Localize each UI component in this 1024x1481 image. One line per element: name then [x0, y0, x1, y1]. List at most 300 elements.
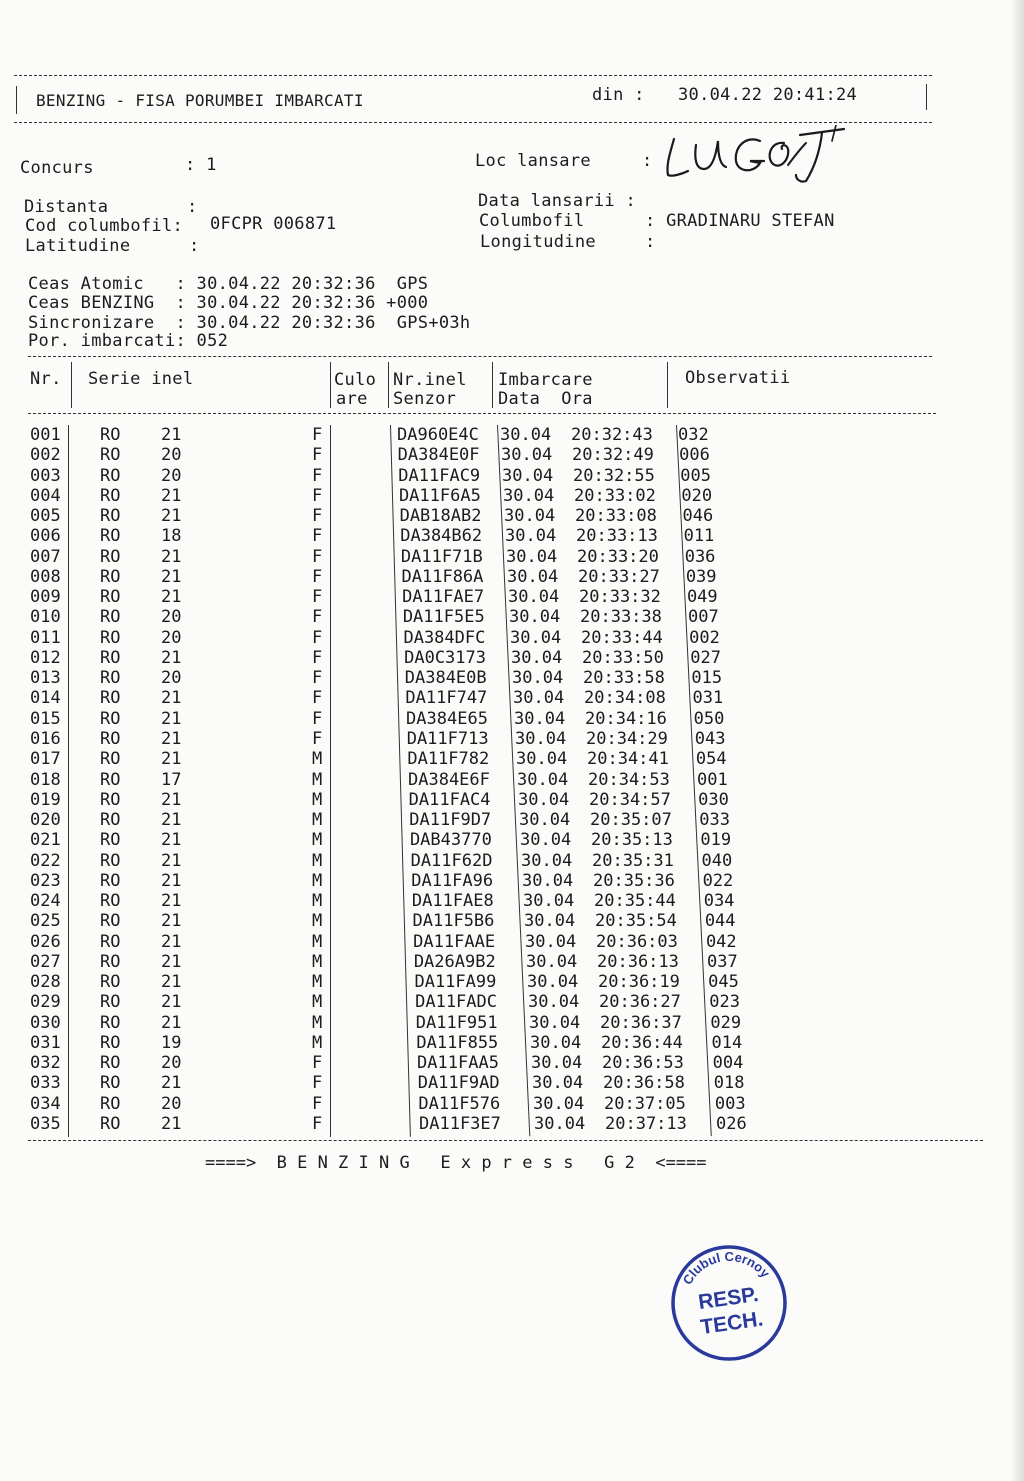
row-data: 30.04: [522, 870, 574, 891]
row-sex: M: [312, 810, 323, 831]
row-nr: 027: [30, 951, 61, 972]
longitudine-value: :: [645, 232, 656, 252]
row-nr: 012: [30, 647, 61, 668]
row-senzor: DA11F71B: [400, 546, 483, 567]
row-an: 21: [161, 789, 182, 810]
row-tara: RO: [100, 789, 121, 810]
row-senzor: DA11F5E5: [402, 607, 485, 628]
row-ora: 20:33:20: [577, 546, 659, 567]
row-an: 20: [161, 627, 182, 648]
row-sex: M: [312, 789, 323, 810]
row-senzor: DA11F951: [415, 1012, 498, 1033]
row-obs: 030: [698, 789, 729, 810]
row-senzor: DA11F855: [416, 1032, 499, 1053]
header-left-bar: [16, 86, 17, 114]
row-an: 21: [161, 688, 182, 709]
row-ora: 20:33:58: [583, 668, 665, 689]
row-data: 30.04: [534, 1114, 586, 1134]
row-obs: 044: [704, 911, 736, 932]
row-data: 30.04: [508, 587, 560, 608]
row-ora: 20:33:13: [576, 526, 658, 547]
row-an: 20: [161, 445, 182, 466]
handwritten-lugoj: [660, 125, 850, 185]
row-obs: 006: [679, 445, 710, 466]
row-nr: 002: [30, 445, 61, 466]
longitudine-label: Longitudine: [480, 232, 596, 252]
row-sex: F: [312, 668, 323, 689]
latitudine-value: :: [189, 236, 200, 256]
row-an: 18: [161, 526, 182, 547]
row-data: 30.04: [525, 931, 577, 952]
row-nr: 010: [30, 607, 61, 628]
row-ora: 20:36:44: [601, 1032, 683, 1053]
row-ora: 20:35:31: [592, 850, 674, 871]
row-an: 21: [161, 506, 182, 527]
row-tara: RO: [100, 445, 121, 466]
row-data: 30.04: [518, 789, 570, 810]
row-senzor: DA11FAC9: [398, 465, 481, 486]
row-tara: RO: [100, 668, 121, 689]
row-senzor: DAB18AB2: [399, 506, 482, 527]
row-nr: 034: [30, 1093, 61, 1114]
row-an: 21: [161, 830, 182, 851]
row-an: 20: [161, 668, 182, 689]
row-an: 21: [161, 749, 182, 770]
row-an: 19: [161, 1032, 182, 1053]
row-data: 30.04: [528, 992, 580, 1013]
row-tara: RO: [100, 526, 121, 547]
col-header-nrinel-1: Nr.inel: [393, 370, 467, 390]
row-sex: F: [312, 546, 323, 567]
row-sex: F: [312, 688, 323, 709]
row-data: 30.04: [507, 566, 559, 587]
row-obs: 018: [713, 1073, 745, 1094]
row-tara: RO: [100, 931, 121, 952]
row-senzor: DA11F576: [418, 1093, 501, 1114]
row-senzor: DA11F86A: [401, 566, 484, 587]
row-sex: F: [312, 445, 323, 466]
footer-benzing-express: ====> B E N Z I N G E x p r e s s G 2 <====: [205, 1153, 707, 1173]
row-ora: 20:36:37: [600, 1012, 682, 1033]
row-sex: M: [312, 870, 323, 891]
row-nr: 026: [30, 931, 61, 952]
row-data: 30.04: [511, 647, 563, 668]
row-sex: F: [312, 1073, 323, 1094]
row-sex: M: [312, 951, 323, 972]
row-sex: M: [312, 992, 323, 1013]
row-sex: M: [312, 931, 323, 952]
row-obs: 032: [678, 425, 709, 445]
row-an: 21: [161, 931, 182, 952]
row-sex: M: [312, 972, 323, 993]
row-an: 21: [161, 911, 182, 932]
row-ora: 20:37:13: [605, 1114, 687, 1134]
row-an: 20: [161, 1053, 182, 1074]
row-data: 30.04: [532, 1073, 584, 1094]
row-obs: 036: [684, 546, 716, 567]
row-senzor: DA26A9B2: [413, 951, 496, 972]
row-tara: RO: [100, 688, 121, 709]
row-an: 21: [161, 708, 182, 729]
cod-columbofil-value: 0FCPR 006871: [210, 214, 337, 234]
row-ora: 20:33:38: [580, 607, 662, 628]
row-tara: RO: [100, 546, 121, 567]
row-tara: RO: [100, 992, 121, 1013]
row-senzor: DA11FAE8: [411, 891, 494, 912]
row-data: 30.04: [519, 810, 571, 831]
row-senzor: DA384E0F: [397, 445, 480, 466]
row-an: 21: [161, 728, 182, 749]
row-nr: 022: [30, 850, 61, 871]
row-an: 21: [161, 485, 182, 506]
row-data: 30.04: [513, 688, 565, 709]
row-nr: 024: [30, 891, 61, 912]
concurs-value: : 1: [185, 155, 217, 175]
row-nr: 019: [30, 789, 61, 810]
row-obs: 037: [707, 951, 738, 972]
row-obs: 027: [690, 647, 721, 668]
row-ora: 20:33:02: [574, 485, 656, 506]
row-an: 20: [161, 607, 182, 628]
row-ora: 20:33:08: [575, 506, 657, 527]
row-an: 21: [161, 992, 182, 1013]
row-senzor: DA11FA99: [414, 972, 497, 993]
row-data: 30.04: [517, 769, 569, 790]
row-nr: 001: [30, 425, 61, 445]
table-header-bottom-rule: [28, 413, 936, 414]
row-senzor: DAB43770: [409, 830, 492, 851]
row-data: 30.04: [510, 627, 562, 648]
row-tara: RO: [100, 850, 121, 871]
row-ora: 20:34:08: [584, 688, 666, 709]
row-data: 30.04: [524, 911, 576, 932]
row-tara: RO: [100, 506, 121, 527]
row-senzor: DA0C3173: [404, 647, 486, 668]
row-nr: 014: [30, 688, 61, 709]
row-data: 30.04: [502, 465, 554, 486]
row-obs: 045: [708, 972, 739, 993]
row-obs: 046: [682, 506, 714, 527]
row-senzor: DA11F62D: [410, 850, 493, 871]
row-data: 30.04: [515, 728, 567, 749]
row-senzor: DA11F3E7: [419, 1114, 501, 1134]
row-tara: RO: [100, 1012, 121, 1033]
stamp-line2: TECH.: [699, 1307, 765, 1340]
row-senzor: DA11F9AD: [417, 1073, 500, 1094]
row-data: 30.04: [500, 425, 552, 445]
row-an: 21: [161, 810, 182, 831]
row-data: 30.04: [509, 607, 561, 628]
cod-columbofil-label: Cod columbofil:: [25, 216, 184, 236]
row-senzor: DA384E65: [406, 708, 488, 729]
data-lansarii-label: Data lansarii :: [478, 191, 637, 211]
row-an: 21: [161, 972, 182, 993]
row-data: 30.04: [520, 830, 572, 851]
row-tara: RO: [100, 810, 121, 831]
header-din-value: 30.04.22 20:41:24: [678, 85, 858, 105]
row-tara: RO: [100, 587, 121, 608]
hdr-sep-3: [388, 362, 389, 408]
header-top-rule: [14, 75, 932, 76]
row-sex: M: [312, 830, 323, 851]
row-tara: RO: [100, 1073, 121, 1094]
row-tara: RO: [100, 1032, 121, 1053]
row-senzor: DA11FADC: [415, 992, 497, 1013]
table-bottom-rule: [28, 1140, 983, 1141]
row-obs: 001: [697, 769, 728, 790]
row-nr: 007: [30, 546, 61, 567]
row-data: 30.04: [501, 445, 553, 466]
row-an: 21: [161, 566, 182, 587]
row-obs: 031: [692, 688, 724, 709]
row-ora: 20:36:03: [596, 931, 678, 952]
row-obs: 004: [712, 1053, 744, 1074]
row-sex: M: [312, 850, 323, 871]
latitudine-label: Latitudine: [25, 236, 131, 256]
row-obs: 043: [694, 728, 726, 749]
body-sep-nr: [68, 425, 69, 1137]
ceas-benzing: Ceas BENZING : 30.04.22 20:32:36 +000: [28, 293, 429, 313]
row-obs: 049: [686, 587, 718, 608]
loc-lansare-label: Loc lansare: [475, 151, 591, 171]
row-nr: 016: [30, 728, 61, 749]
row-ora: 20:37:05: [604, 1093, 686, 1114]
row-an: 17: [161, 769, 182, 790]
row-sex: F: [312, 1053, 323, 1074]
hdr-sep-4: [492, 362, 493, 408]
row-data: 30.04: [526, 951, 578, 972]
page-edge-shadow: [1010, 0, 1024, 1481]
row-nr: 031: [30, 1032, 61, 1053]
row-ora: 20:35:44: [594, 891, 676, 912]
row-senzor: DA11F747: [405, 688, 488, 709]
row-sex: F: [312, 425, 323, 445]
row-senzor: DA384B62: [400, 526, 483, 547]
row-tara: RO: [100, 566, 121, 587]
row-ora: 20:33:32: [579, 587, 661, 608]
row-ora: 20:36:27: [599, 992, 681, 1013]
row-ora: 20:33:44: [581, 627, 663, 648]
row-senzor: DA384E0B: [404, 668, 487, 689]
row-ora: 20:36:58: [603, 1073, 685, 1094]
col-header-observatii: Observatii: [685, 368, 791, 388]
row-tara: RO: [100, 972, 121, 993]
row-an: 21: [161, 1114, 182, 1134]
row-ora: 20:36:53: [602, 1053, 684, 1074]
row-sex: F: [312, 587, 323, 608]
col-header-nrinel-2: Senzor: [393, 389, 457, 409]
row-nr: 011: [30, 627, 61, 648]
col-header-serie: Serie inel: [88, 369, 194, 389]
row-nr: 003: [30, 465, 61, 486]
header-title: BENZING - FISA PORUMBEI IMBARCATI: [36, 91, 364, 110]
header-din-label: din :: [592, 85, 645, 105]
row-sex: F: [312, 526, 323, 547]
row-sex: F: [312, 1114, 323, 1134]
row-nr: 032: [30, 1053, 61, 1074]
row-tara: RO: [100, 1114, 121, 1134]
header-bottom-rule: [14, 122, 932, 123]
row-sex: F: [312, 708, 323, 729]
row-senzor: DA11FAA5: [417, 1053, 499, 1074]
row-senzor: DA11F5B6: [412, 911, 495, 932]
columbofil-label: Columbofil: [479, 211, 585, 231]
row-nr: 020: [30, 810, 61, 831]
row-ora: 20:34:16: [585, 708, 667, 729]
row-tara: RO: [100, 1053, 121, 1074]
row-obs: 002: [689, 627, 720, 648]
row-obs: 011: [683, 526, 715, 547]
row-obs: 015: [691, 668, 723, 689]
row-ora: 20:32:49: [572, 445, 654, 466]
row-data: 30.04: [533, 1093, 585, 1114]
row-sex: F: [312, 607, 323, 628]
row-sex: F: [312, 566, 323, 587]
row-an: 21: [161, 587, 182, 608]
row-sex: F: [312, 728, 323, 749]
columbofil-value: : GRADINARU STEFAN: [645, 211, 835, 231]
row-senzor: DA11FAC4: [408, 789, 491, 810]
row-tara: RO: [100, 830, 121, 851]
concurs-label: Concurs: [20, 158, 94, 178]
row-data: 30.04: [516, 749, 568, 770]
row-ora: 20:34:57: [589, 789, 671, 810]
row-tara: RO: [100, 425, 121, 445]
row-nr: 035: [30, 1114, 61, 1134]
row-data: 30.04: [503, 485, 555, 506]
row-data: 30.04: [523, 891, 575, 912]
row-senzor: DA384E6F: [408, 769, 490, 790]
row-obs: 005: [680, 465, 711, 486]
col-header-culoare-1: Culo: [334, 370, 377, 390]
distanta-label: Distanta: [24, 197, 109, 217]
row-data: 30.04: [530, 1032, 582, 1053]
row-obs: 022: [702, 870, 734, 891]
row-obs: 033: [699, 810, 730, 831]
distanta-value: :: [187, 197, 198, 217]
row-sex: F: [312, 647, 323, 668]
row-ora: 20:32:55: [573, 465, 655, 486]
stamp-line1: RESP.: [696, 1282, 760, 1315]
row-nr: 023: [30, 870, 61, 891]
row-tara: RO: [100, 870, 121, 891]
row-obs: 007: [688, 607, 719, 628]
row-an: 21: [161, 546, 182, 567]
row-nr: 018: [30, 769, 61, 790]
row-nr: 009: [30, 587, 61, 608]
row-senzor: DA11F782: [407, 749, 490, 770]
row-sex: M: [312, 769, 323, 790]
row-tara: RO: [100, 627, 121, 648]
row-ora: 20:33:27: [578, 566, 660, 587]
row-senzor: DA11F9D7: [409, 810, 492, 831]
row-an: 21: [161, 1073, 182, 1094]
row-nr: 029: [30, 992, 61, 1013]
row-data: 30.04: [531, 1053, 583, 1074]
col-header-imbarcare-1: Imbarcare: [498, 370, 593, 390]
row-sex: F: [312, 627, 323, 648]
row-ora: 20:32:43: [571, 425, 653, 445]
row-ora: 20:33:50: [582, 647, 664, 668]
row-senzor: DA11F6A5: [398, 485, 481, 506]
col-header-nr: Nr.: [30, 369, 62, 389]
row-obs: 050: [693, 708, 725, 729]
row-tara: RO: [100, 728, 121, 749]
row-nr: 008: [30, 566, 61, 587]
row-sex: M: [312, 891, 323, 912]
hdr-sep-5: [667, 362, 668, 408]
row-sex: F: [312, 506, 323, 527]
row-an: 21: [161, 951, 182, 972]
row-senzor: DA11FAAE: [413, 931, 496, 952]
row-senzor: DA11FA96: [411, 870, 494, 891]
row-an: 21: [161, 1012, 182, 1033]
row-nr: 030: [30, 1012, 61, 1033]
row-ora: 20:36:13: [597, 951, 679, 972]
row-ora: 20:36:19: [598, 972, 680, 993]
row-ora: 20:34:29: [586, 728, 668, 749]
row-obs: 039: [685, 566, 717, 587]
row-sex: M: [312, 1012, 323, 1033]
row-senzor: DA960E4C: [397, 425, 479, 445]
stamp-top-text: Clubul Cernoy: [679, 1248, 773, 1288]
row-tara: RO: [100, 465, 121, 486]
row-nr: 015: [30, 708, 61, 729]
row-nr: 013: [30, 668, 61, 689]
row-sex: M: [312, 911, 323, 932]
row-an: 20: [161, 465, 182, 486]
row-senzor: DA11FAE7: [402, 587, 485, 608]
row-an: 21: [161, 647, 182, 668]
row-nr: 033: [30, 1073, 61, 1094]
row-an: 21: [161, 891, 182, 912]
row-data: 30.04: [512, 668, 564, 689]
row-obs: 003: [714, 1093, 746, 1114]
row-an: 21: [161, 425, 182, 445]
resp-tech-stamp: [668, 1242, 790, 1364]
row-obs: 040: [701, 850, 733, 871]
col-header-imbarcare-2: Data Ora: [498, 389, 593, 409]
row-nr: 021: [30, 830, 61, 851]
row-nr: 004: [30, 485, 61, 506]
row-tara: RO: [100, 607, 121, 628]
row-obs: 042: [705, 931, 737, 952]
row-data: 30.04: [505, 526, 557, 547]
row-obs: 026: [716, 1114, 747, 1134]
loc-lansare-colon: :: [642, 151, 653, 171]
row-an: 21: [161, 870, 182, 891]
row-sex: F: [312, 465, 323, 486]
row-obs: 054: [695, 749, 727, 770]
row-sex: M: [312, 749, 323, 770]
row-tara: RO: [100, 749, 121, 770]
table-header-top-rule: [28, 356, 932, 357]
row-an: 21: [161, 850, 182, 871]
row-an: 20: [161, 1093, 182, 1114]
row-tara: RO: [100, 1093, 121, 1114]
row-data: 30.04: [504, 506, 556, 527]
row-ora: 20:34:53: [588, 769, 670, 790]
row-obs: 023: [709, 992, 740, 1013]
row-tara: RO: [100, 708, 121, 729]
row-sex: M: [312, 1032, 323, 1053]
header-right-bar: [926, 84, 927, 110]
row-ora: 20:35:07: [590, 810, 672, 831]
row-ora: 20:35:13: [591, 830, 673, 851]
row-tara: RO: [100, 647, 121, 668]
row-data: 30.04: [521, 850, 573, 871]
row-nr: 006: [30, 526, 61, 547]
